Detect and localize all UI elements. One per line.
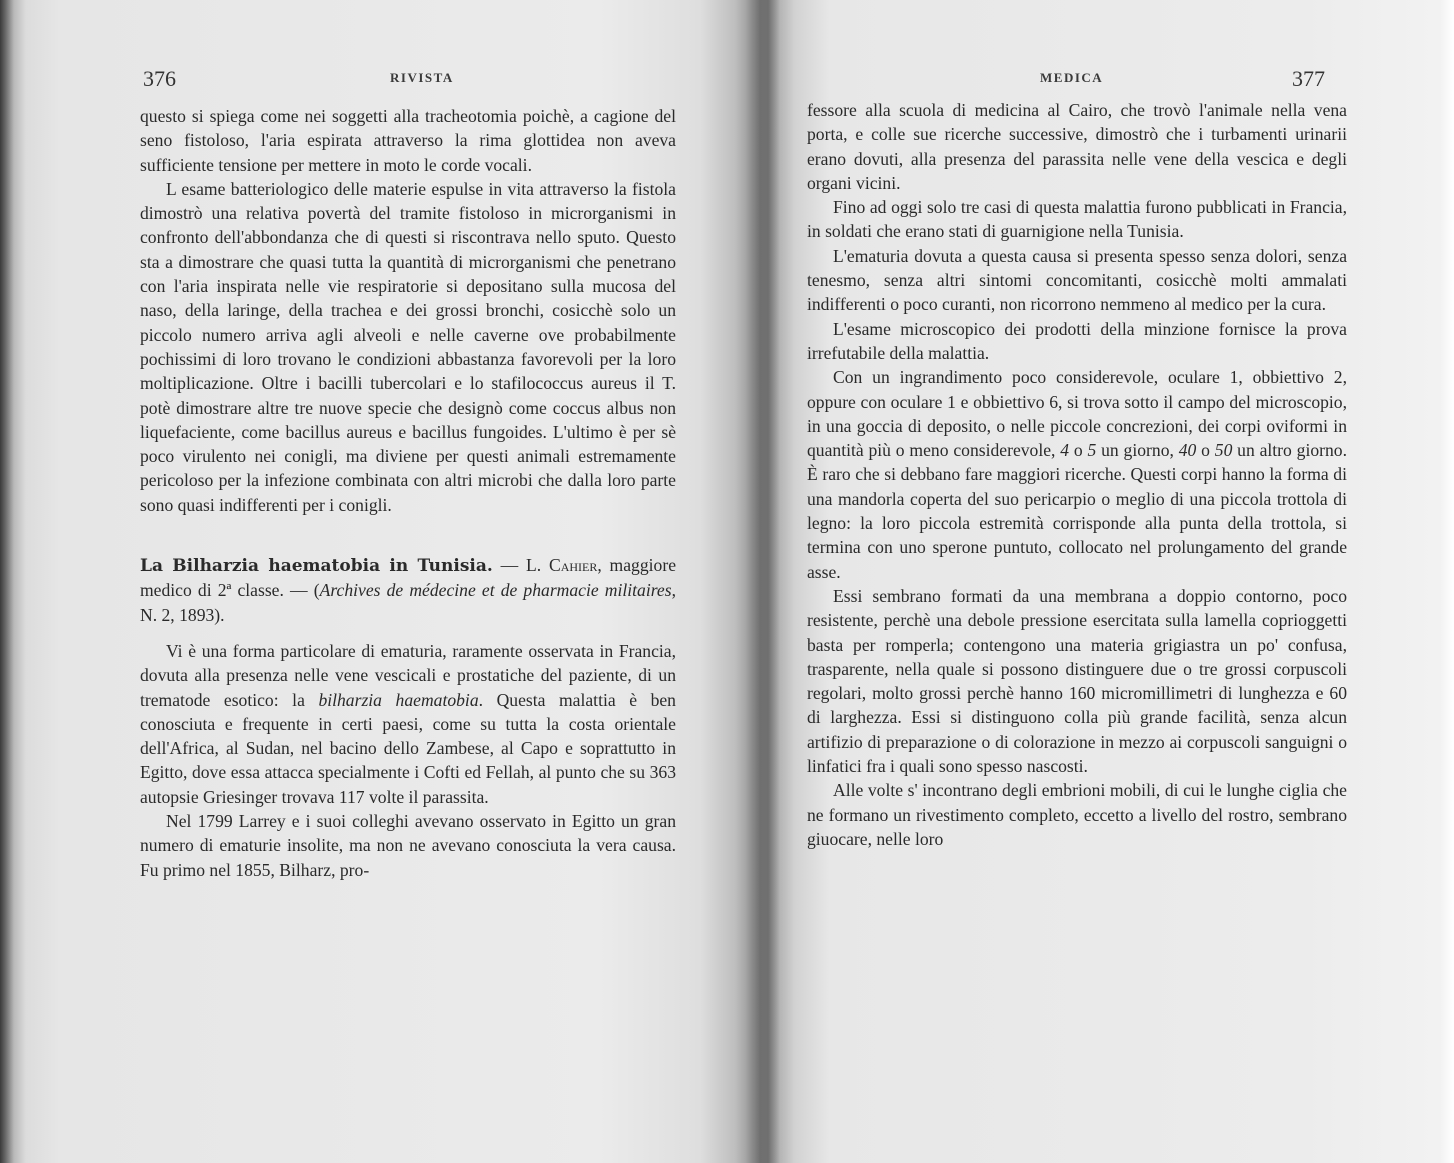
running-head: MEDICA	[1040, 70, 1104, 85]
paragraph-text: o	[1069, 440, 1088, 461]
running-head: RIVISTA	[390, 70, 454, 85]
paragraph: L'esame microscopico dei prodotti della minzione fornisce la prova irrefutabile della malattia.	[807, 318, 1347, 363]
number: 40	[1178, 440, 1197, 461]
paragraph: L'ematuria dovuta a questa causa si presenta spesso senza dolori, senza tenesmo, senza altri sintomi concomitanti, cosicchè molti ammalati indifferenti o poco curanti, non ricorrono nemmeno al medico per la cura.	[807, 245, 1347, 315]
article-source: Archives de médecine et de pharmacie militaires	[319, 580, 672, 601]
right-page	[752, 0, 1454, 1163]
heading-rest: , maggiore medico di 2ª classe. — (	[140, 555, 676, 601]
paragraph-text: Vi è una forma particolare di ematuria, raramente osservata in Francia, dovuta alla presenza nelle vene vescicali e prostatiche del paziente, di un trematode esotico: la	[140, 640, 676, 710]
heading-ref: , N. 2, 1893).	[140, 580, 676, 625]
heading-dash: — L.	[492, 555, 549, 576]
paragraph-text: . Questa malattia è ben conosciuta e frequente in certi paesi, come su tutta la costa orientale dell'Africa, al Sudan, nel bacino dello Zambese, al Capo e soprattutto in Egitto, dove essa attacca specialmente i Cofti ed Fellah, al punto che su 363 autopsie Griesinger trovava 117 volte il parassita.	[140, 689, 676, 807]
number: 4	[1060, 440, 1070, 461]
paragraph: Nel 1799 Larrey e i suoi colleghi avevano osservato in Egitto un gran numero di ematurie insolite, ma non ne avevano conosciuta la vera causa. Fu primo nel 1855, Bilharz, pro-	[140, 811, 676, 880]
article-title: La Bilharzia haematobia in Tunisia.	[140, 556, 493, 577]
page-number: 376	[143, 66, 176, 91]
left-page-text	[140, 104, 676, 882]
paragraph	[807, 365, 1347, 584]
paragraph: Essi sembrano formati da una membrana a doppio contorno, poco resistente, perchè una debole pressione esercitata sulla lamella coprioggetti basta per romperla; contengono una materia grigiastra un po' confusa, trasparente, nella quale si possono distinguere due o tre grossi corpuscoli regolari, molto grossi perchè hanno 160 micromillimetri di lunghezza e 60 di larghezza. Essi si distinguono colla più grande facilità, senza alcun artifizio di preparazione o di colorazione in mezzo ai corpuscoli sanguigni o linfatici fra i quali sono spesso nascosti.	[807, 585, 1347, 777]
number: 50	[1214, 440, 1233, 461]
paragraph-text: o	[1196, 440, 1215, 461]
right-page-text	[807, 98, 1347, 851]
article-heading	[140, 553, 676, 627]
paragraph: questo si spiega come nei soggetti alla tracheotomia poichè, a cagione del seno fistoloso, l'aria espirata attraverso la rima glottidea non aveva sufficiente tensione per mettere in moto le corde vocali.	[140, 106, 676, 175]
paragraph: L esame batteriologico delle materie espulse in vita attraverso la fistola dimostrò una relativa povertà del tramite fistoloso in microrganismi in confronto dell'abbondanza che di questi si riscontrava nello sputo. Questo sta a dimostrare che quasi tutta la quantità di microrganismi che penetrano con l'aria inspirata nelle vie respiratorie si depositano sulla mucosa del naso, della laringe, della trachea e dei grossi bronchi, cosicchè solo un piccolo numero arriva agli alveoli e nelle caverne ove probabilmente pochissimi di loro trovano le condizioni abbastanza favorevoli per la loro moltiplicazione. Oltre i bacilli tubercolari e lo stafilococcus aureus il T. potè dimostrare altre tre nuove specie che designò come coccus albus non liquefaciente, come bacillus aureus e bacillus fungoides. L'ultimo è per sè poco virulento nei conigli, ma diviene per questi animali estremamente pericoloso per la infezione combinata con altri microbi che dalla loro parte sono quasi indifferenti per i conigli.	[140, 178, 676, 515]
paragraph-text: un altro giorno. È raro che si debbano fare maggiori ricerche. Questi corpi hanno la forma di una mandorla coperta del suo pericarpio o meglio di una piccola trottola di legno: la loro piccola estremità corrisponde alla punta della trottola, si termina con uno sperone puntuto, collocato nel prolungamento del grande asse.	[807, 440, 1348, 582]
number: 5	[1087, 440, 1097, 461]
paragraph: fessore alla scuola di medicina al Cairo, che trovò l'animale nella vena porta, e colle sue ricerche successive, dimostrò che i turbamenti urinarii erano dovuti, alla presenza del parassita nelle vene della vescica e degli organi vicini.	[807, 100, 1347, 193]
paragraph: Fino ad oggi solo tre casi di questa malattia furono pubblicati in Francia, in soldati che erano stati di guarnigione nella Tunisia.	[807, 197, 1347, 242]
paragraph-text: un giorno,	[1096, 440, 1179, 461]
paragraph: Alle volte s' incontrano degli embrioni mobili, di cui le lunghe ciglia che ne formano un rivestimento completo, eccetto a livello del rostro, sembrano giuocare, nelle loro	[807, 780, 1347, 849]
paragraph	[140, 639, 676, 809]
article-author: Cahier	[548, 555, 598, 576]
page-number: 377	[1292, 66, 1325, 91]
paragraph-text: Con un ingrandimento poco considerevole, oculare 1, obbiettivo 2, oppure con oculare 1 e obbiettivo 6, si trova sotto il campo del microscopio, in una goccia di deposito, o nelle piccole concrezioni, dei corpi oviformi in quantità più o meno considerevole,	[807, 367, 1347, 461]
species-name: bilharzia haematobia	[318, 689, 479, 710]
